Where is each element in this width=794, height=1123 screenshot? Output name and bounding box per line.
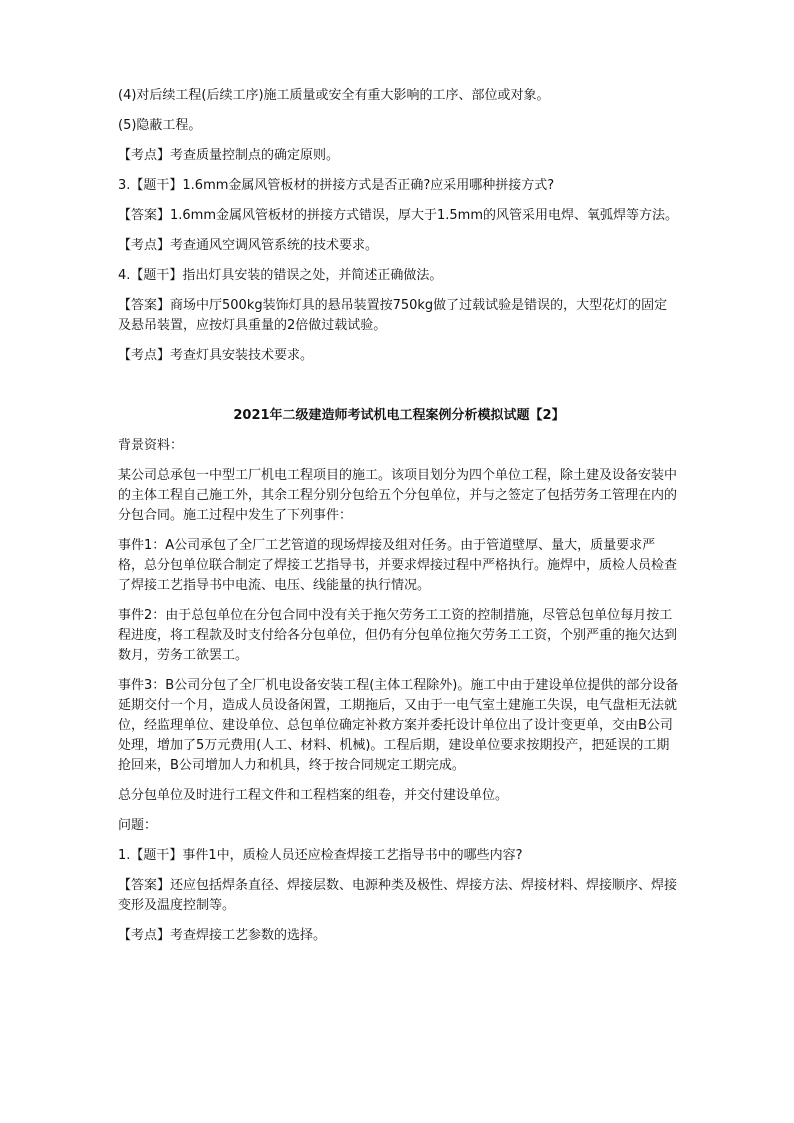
paragraph: 【答案】1.6mm金属风管板材的拼接方式错误，厚大于1.5mm的风管采用电焊、氧弧焊等方法。 [118,208,679,223]
paragraph: 【考点】考查灯具安装技术要求。 [118,348,314,363]
paragraph: 事件1：A公司承包了全厂工艺管道的现场焊接及组对任务。由于管道壁厚、量大，质量要求严格，总分包单位联合制定了焊接工艺指导书，并要求焊接过程中严格执行。施焊中，质检人员检查了焊接工艺指导书中电流、电压、线能量的执行情况。 [118,538,678,593]
paragraph: 事件3：B公司分包了全厂机电设备安装工程(主体工程除外)。施工中由于建设单位提供的部分设备延期交付一个月，造成人员设备闲置，工期拖后，又由于一电气室土建施工失误，电气盘柜无法就位，经监理单位、建设单位、总包单位确定补救方案并委托设计单位出了设计变更单，交由B公司处理，增加了5万元费用(人工、材料、机械)。工程后期，建设单位要求按期投产，把延误的工期抢回来，B公司增加人力和机具，终于按合同规定工期完成。 [118,678,679,773]
paragraph: 某公司总承包一中型工厂机电工程项目的施工。该项目划分为四个单位工程，除土建及设备安装中的主体工程自己施工外，其余工程分别分包给五个分包单位，并与之签定了包括劳务工管理在内的分包合同。施工过程中发生了下列事件： [118,468,678,523]
paragraph: 【答案】商场中厅500kg装饰灯具的悬吊装置按750kg做了过载试验是错误的，大型花灯的固定及悬吊装置，应按灯具重量的2倍做过载试验。 [118,298,668,333]
document-page [118,86,680,956]
paragraph: 【考点】考查通风空调风管系统的技术要求。 [118,238,379,253]
paragraph: 【考点】考查质量控制点的确定原则。 [118,148,340,163]
paragraph: 问题： [118,818,158,833]
paragraph: 4.【题干】指出灯具安装的错误之处，并简述正确做法。 [118,268,443,283]
paragraph: 【考点】考查焊接工艺参数的选择。 [118,928,327,943]
paragraph: 【答案】还应包括焊条直径、焊接层数、电源种类及极性、焊接方法、焊接材料、焊接顺序、焊接变形及温度控制等。 [118,878,678,913]
section-spacer [118,376,680,406]
paragraph: 3.【题干】1.6mm金属风管板材的拼接方式是否正确?应采用哪种拼接方式? [118,178,555,193]
section-title: 2021年二级建造师考试机电工程案例分析模拟试题【2】 [233,408,565,423]
paragraph: 事件2：由于总包单位在分包合同中没有关于拖欠劳务工工资的控制措施，尽管总包单位每月按工程进度，将工程款及时支付给各分包单位，但仍有分包单位拖欠劳务工工资，个别严重的拖欠达到数月，劳务工欲罢工。 [118,608,678,663]
paragraph: (4)对后续工程(后续工序)施工质量或安全有重大影响的工序、部位或对象。 [118,88,550,103]
paragraph: 总分包单位及时进行工程文件和工程档案的组卷，并交付建设单位。 [118,788,509,803]
paragraph: 背景资料： [118,438,184,453]
paragraph: 1.【题干】事件1中，质检人员还应检查焊接工艺指导书中的哪些内容? [118,848,523,863]
paragraph: (5)隐蔽工程。 [118,118,202,133]
